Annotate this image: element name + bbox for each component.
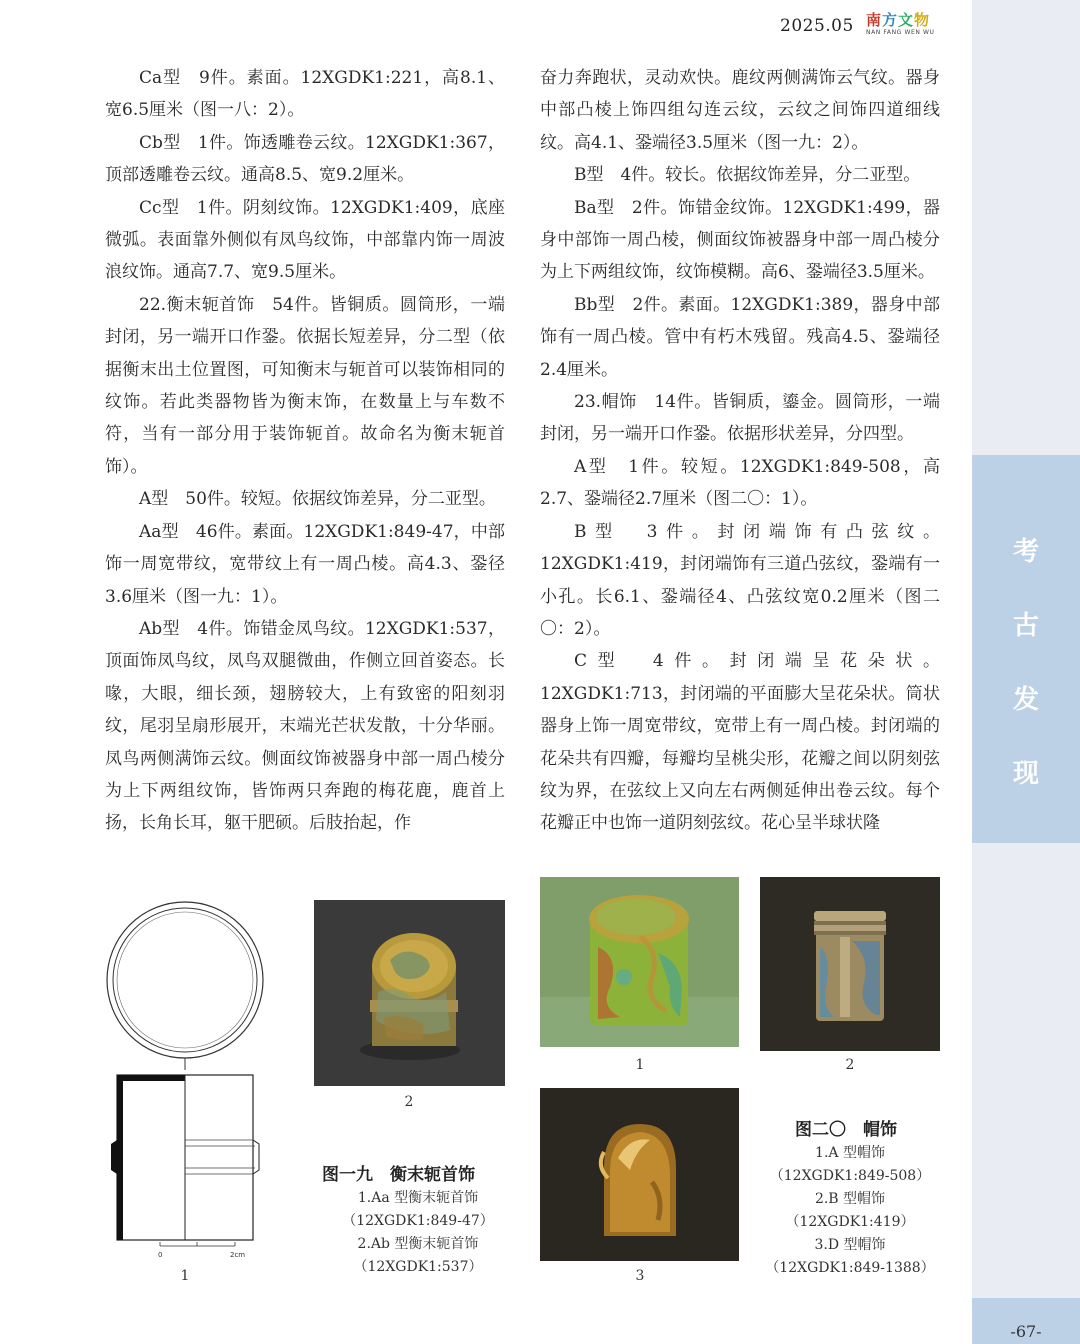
caption-line: （12XGDK1:419） [785,1214,915,1230]
paragraph: Aa型 46件。素面。12XGDK1:849-47，中部饰一周宽带纹，宽带纹上有一周凸棱。高4.3、銎径3.6厘米（图一九：1）。 [105,521,505,607]
left-text-column [105,62,505,840]
logo-english: NAN FANG WEN WU [866,29,935,36]
fig19-line-drawing [105,900,275,1270]
logo-char-4: 物 [914,11,931,29]
section-sidebar [972,0,1080,1344]
caption-line: （12XGDK1:849-508） [769,1168,931,1184]
paragraph: Ca型 9件。素面。12XGDK1:221，高8.1、宽6.5厘米（图一八：2）。 [105,68,505,121]
caption-line: （12XGDK1:849-47） [342,1213,494,1229]
issue-date: 2025.05 [780,16,854,36]
page-number: -67- [1010,1322,1042,1341]
caption-line: （12XGDK1:849-1388） [765,1260,935,1276]
caption-line: 2.Ab 型衡末轭首饰 [357,1236,479,1252]
journal-logo [866,12,946,36]
caption-line: （12XGDK1:537） [353,1259,483,1275]
scale-label-zero: 0 [158,1251,163,1259]
logo-char-2: 方 [882,11,899,29]
paragraph: Bb型 2件。素面。12XGDK1:389，器身中部饰有一周凸棱。管中有朽木残留。残高4.5、銎端径2.4厘米。 [540,294,940,380]
fig20-caption [760,1142,940,1280]
section-label [972,515,1080,811]
section-char: 考 [1012,537,1039,567]
fig19-caption [318,1187,518,1279]
section-char: 古 [1012,611,1039,641]
caption-line: 1.Aa 型衡末轭首饰 [357,1190,479,1206]
logo-char-1: 南 [866,11,883,29]
fig19-label-1: 1 [180,1268,190,1284]
logo-chinese [866,12,946,29]
fig20-label-1: 1 [635,1057,645,1073]
fig20-label-3: 3 [635,1268,645,1284]
paragraph: 奋力奔跑状，灵动欢快。鹿纹两侧满饰云气纹。器身中部凸棱上饰四组勾连云纹，云纹之间饰四道细线纹。高4.1、銎端径3.5厘米（图一九：2）。 [540,68,940,153]
fig20-photo-a-cap [540,877,739,1047]
paragraph: Ba型 2件。饰错金纹饰。12XGDK1:499，器身中部饰一周凸棱，侧面纹饰被器身中部一周凸棱分为上下两组纹饰，纹饰模糊。高6、銎端径3.5厘米。 [540,197,940,283]
fig20-photo-d-cap [540,1088,739,1261]
caption-line: 3.D 型帽饰 [814,1237,886,1253]
paragraph: 22.衡末轭首饰 54件。皆铜质。圆筒形，一端封闭，另一端开口作銎。依据长短差异，分二型（依据衡末出土位置图，可知衡末与轭首可以装饰相同的纹饰。若此类器物皆为衡末饰，在数量上与车数不符，当有一部分用于装饰轭首。故命名为衡末轭首饰）。 [105,294,505,477]
caption-line: 1.A 型帽饰 [815,1145,885,1161]
fig19-title: 图一九 衡末轭首饰 [322,1165,475,1185]
section-char: 现 [1012,759,1039,789]
paragraph: B型 3件。封闭端饰有凸弦纹。12XGDK1:419，封闭端饰有三道凸弦纹，銎端有一小孔。长6.1、銎端径4、凸弦纹宽0.2厘米（图二〇：2）。 [540,521,940,639]
fig20-photo-b-cap [760,877,940,1051]
scale-label-end: 2cm [230,1251,246,1259]
paragraph: A型 1件。较短。12XGDK1:849-508，高2.7、銎端径2.7厘米（图二〇：1）。 [540,456,940,510]
logo-char-3: 文 [898,11,915,29]
right-text-column [540,62,940,840]
fig19-photo-ab-terminal [314,900,505,1086]
paragraph: 23.帽饰 14件。皆铜质，鎏金。圆筒形，一端封闭，另一端开口作銎。依据形状差异，分四型。 [540,392,940,445]
fig19-label-2: 2 [404,1094,414,1110]
paragraph: B型 4件。较长。依据纹饰差异，分二亚型。 [574,165,921,186]
paragraph: Cc型 1件。阴刻纹饰。12XGDK1:409，底座微弧。表面靠外侧似有凤鸟纹饰，中部靠内饰一周波浪纹饰。通高7.7、宽9.5厘米。 [105,197,505,283]
section-char: 发 [1012,685,1039,715]
fig20-title: 图二〇 帽饰 [795,1120,897,1140]
paragraph: C型 4件。封闭端呈花朵状。12XGDK1:713，封闭端的平面膨大呈花朵状。筒状器身上饰一周宽带纹，宽带上有一周凸棱。封闭端的花朵共有四瓣，每瓣均呈桃尖形，花瓣之间以阴刻弦纹为界，在弦纹上又向左右两侧延伸出卷云纹。每个花瓣正中也饰一道阴刻弦纹。花心呈半球状隆 [540,651,940,834]
paragraph: Cb型 1件。饰透雕卷云纹。12XGDK1:367，顶部透雕卷云纹。通高8.5、宽9.2厘米。 [105,132,505,186]
fig20-label-2: 2 [845,1057,855,1073]
paragraph: A型 50件。较短。依据纹饰差异，分二亚型。 [139,489,496,510]
caption-line: 2.B 型帽饰 [814,1191,886,1207]
paragraph: Ab型 4件。饰错金凤鸟纹。12XGDK1:537，顶面饰凤鸟纹，凤鸟双腿微曲，作侧立回首姿态。长喙，大眼，细长颈，翅膀较大，上有致密的阳刻羽纹，尾羽呈扇形展开，末端光芒状发散，十分华丽。凤鸟两侧满饰云纹。侧面纹饰被器身中部一周凸棱分为上下两组纹饰，皆饰两只奔跑的梅花鹿，鹿首上扬，长角长耳，躯干肥硕。后肢抬起，作 [105,618,505,834]
